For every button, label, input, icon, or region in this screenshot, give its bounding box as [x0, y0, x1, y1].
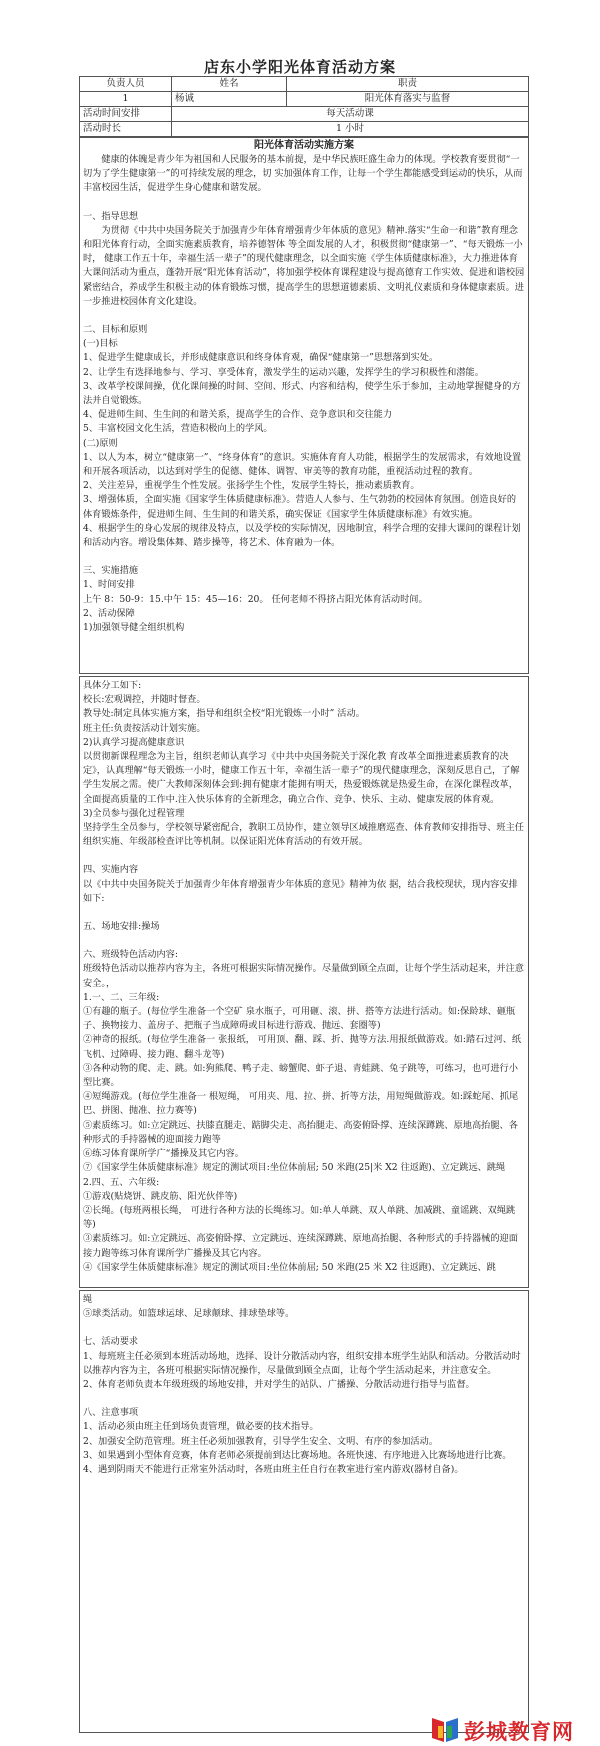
length-value: 1 小时	[172, 122, 529, 137]
plan-section-box-3	[79, 1290, 529, 1733]
header-duty: 职责	[287, 77, 529, 92]
blank-line	[83, 309, 525, 323]
paragraph: ④《国家学生体质健康标准》规定的测试项目:坐位体前屈; 50 米跑(25 米 X2 往返跑)、立定跳远、跳	[83, 1261, 496, 1273]
paragraph: 1、促进学生健康成长，并形成健康意识和终身体育观，确保“健康第一”思想落到实处。	[83, 352, 439, 364]
time-label: 活动时间安排	[80, 107, 172, 122]
plan-body-part-2	[80, 677, 528, 1275]
paragraph: 1)加强领导健全组织机构	[83, 622, 185, 634]
responsibility-table	[79, 76, 529, 137]
blank-line	[83, 196, 525, 210]
paragraph: 五、场地安排:操场	[83, 921, 160, 933]
paragraph: 5、丰富校园文化生活，营造积极向上的学风。	[83, 423, 273, 435]
paragraph: 教导处:制定具体实施方案，指导和组织全校“阳光锻炼一小时” 活动。	[83, 708, 365, 720]
length-label: 活动时长	[80, 122, 172, 137]
paragraph: 2、让学生有选择地参与、学习、享受体育，激发学生的运动兴趣，发挥学生的学习积极性和潜能。	[83, 366, 484, 378]
paragraph: ②神奇的报纸。(每位学生准备一 张报纸， 可用顶、翻、踩、折、抛等方法.用报纸做游戏。如:踏石过河、纸飞机、过障碍、接力跑、翻斗龙等)	[83, 1034, 522, 1060]
site-logo-icon	[430, 1714, 460, 1744]
paragraph: ⑦《国家学生体质健康标准》规定的测试项目:坐位体前屈; 50 米跑(25|米 X2 往返跑)、立定跳远、跳绳	[83, 1162, 506, 1174]
paragraph: 2、关注差异，重视学生个性发展。张扬学生个性，发展学生特长，推动素质教育。	[83, 480, 420, 492]
blank-line	[83, 1392, 525, 1406]
paragraph: 3)全员参与强化过程管理	[83, 807, 185, 819]
blank-line	[83, 934, 525, 948]
paragraph: ③素质练习。如:立定跳远、高姿俯卧撑、立定跳远、连续深蹲跳、原地高抬腿、各种形式的手持器械的迎面接力跑等练习体育课所学广播操及其它内容。	[83, 1233, 518, 1259]
paragraph: 校长:宏观调控，并随时督查。	[83, 694, 206, 706]
blank-line	[83, 849, 525, 863]
paragraph: 绳	[83, 1294, 93, 1305]
paragraph: 二、目标和原则	[83, 324, 148, 336]
watermark-text: 彭城教育网	[464, 1720, 574, 1744]
paragraph: 以贯彻新课程理念为主旨，组织老师认真学习《中共中央国务院关于深化教 育改革全面推进素质教育的决定》，认真理解“每天锻炼一小时，健康工作五十年，幸福生活一辈子”的现代健康理念，深刻反思自己，了解学生发展之需。使广大教师深刻体会到:拥有健康才能拥有明天，热爱锻炼就是热爱生命，在深化课程改革，全面提高质量的工作中.注入快乐体育的全新理念，确立合作、竞争、快乐、主动、健康发展的体育观。	[83, 751, 520, 805]
blank-line	[83, 550, 525, 564]
paragraph: 1、时间安排	[83, 579, 135, 591]
paragraph: 四、实施内容	[83, 864, 139, 876]
plan-body-part-3	[80, 1291, 528, 1477]
paragraph: 以《中共中央国务院关于加强青少年体育增强青少年体质的意见》精神为依 据，结合我校现状，现内容安排如下:	[83, 878, 518, 904]
table-header-row	[80, 77, 529, 92]
plan-section-box-2	[79, 676, 529, 1288]
time-value: 每天活动课	[172, 107, 529, 122]
paragraph: ⑤素质练习。如:立定跳远、扶膝直腿走、踮脚尖走、高抬腿走、高姿俯卧撑、连续深蹲跳、原地高抬腿、各种形式的手持器械的迎面接力跑等	[83, 1119, 518, 1145]
header-name: 姓名	[172, 77, 287, 92]
paragraph: 2)认真学习提高健康意识	[83, 736, 185, 748]
paragraph: (一)目标	[83, 338, 118, 350]
paragraph: 1、活动必须由班主任到场负责管理，做必要的技术指导。	[83, 1421, 319, 1433]
paragraph: 4、促进师生间、生生间的和谐关系，提高学生的合作、竞争意识和交往能力	[83, 409, 393, 421]
plan-subtitle: 阳光体育活动实施方案	[254, 140, 354, 151]
paragraph: ⑥练习体育课所学广“播操及其它内容。	[83, 1148, 244, 1160]
blank-line	[83, 1321, 525, 1335]
paragraph: 一、指导思想	[83, 210, 139, 222]
paragraph: 八、注意事项	[83, 1407, 139, 1419]
paragraph: 坚持学生全员参与，学校领导紧密配合，教职工员协作，建立领导区域推磨巡查、体育教师安排指导、班主任组织实施、年级部检查评比等机制。以保证阳光体育活动的有效开展。	[83, 822, 524, 848]
paragraph: ③各种动物的爬、走、跳。如:狗熊爬、鸭子走、螃蟹爬、虾子退、青蛙跳、兔子跳等，可练习，也可进行小型比赛。	[83, 1062, 518, 1089]
row-number: 1	[80, 92, 172, 107]
paragraph: 2、体育老师负责本年级班级的场地安排，并对学生的站队、广播操、分散活动进行指导与监督。	[83, 1379, 475, 1391]
paragraph: 七、活动要求	[83, 1336, 139, 1348]
blank-line	[83, 906, 525, 920]
watermark	[430, 1712, 600, 1746]
paragraph: 3、如果遇到小型体育竞赛，体育老师必须提前到达比赛场地。各班快速、有序地进入比赛场地进行比赛。	[83, 1449, 512, 1461]
paragraph: 班级特色活动以推荐内容为主，各班可根据实际情况操作。尽量做到顾全点面，让每个学生活动起来，并注意安全。，	[83, 963, 524, 989]
paragraph: ①游戏(贴烧饼、跳皮筋、阳光伙伴等)	[83, 1190, 238, 1202]
paragraph: 2、加强安全防范管理。班主任必须加强教育，引导学生安全、文明、有序的参加活动。	[83, 1435, 438, 1447]
table-row	[80, 107, 529, 122]
paragraph: 具体分工如下:	[83, 680, 142, 691]
paragraph: 1、每班班主任必须到本班活动场地，选择、设计分散活动内容，组织安排本班学生站队和活动。分散活动时以推荐内容为主，各班可根据实际情况操作，尽量做到顾全点面，让每个学生活动起来，并注意安全。	[83, 1350, 521, 1376]
header-person: 负责人员	[80, 77, 172, 92]
paragraph: ①有趣的瓶子。(每位学生准备一个空矿 泉水瓶子，可用砸、滚、拼、搭等方法进行活动。如:保龄球、砸瓶子、换物接力、盖房子、把瓶子当成障碍或目标进行游戏、抛远、套圈等)	[83, 1006, 516, 1032]
paragraph: ⑤球类活动。如篮球运球、足球颠球、排球垫球等。	[83, 1308, 295, 1320]
paragraph: 上午 8：50-9：15.中午 15：45—16：20。 任何老师不得挤占阳光体育活动时间。	[83, 593, 428, 605]
table-row	[80, 122, 529, 137]
paragraph: 1.一、二、三年级:	[83, 991, 160, 1003]
paragraph: 4、根据学生的身心发展的规律及特点，以及学校的实际情况，因地制宜，科学合理的安排大课间的课程计划和活动内容。增设集体舞、踏步操等，将艺术、体育融为一体。	[83, 522, 521, 549]
paragraph: 3、改革学校课间操，优化课间操的时间、空间、形式、内容和结构，使学生乐于参加，主动地掌握健身的方法并自觉锻炼。	[83, 380, 521, 407]
paragraph: 2.四、五、六年级:	[83, 1176, 160, 1188]
paragraph: ②长绳。(每班两根长绳， 可进行各种方法的长绳练习。如:单人单跳、双人单跳、加减跳、童谣跳、双绳跳等)	[83, 1204, 516, 1231]
row-name: 杨诚	[172, 92, 287, 107]
plan-section-box-1	[79, 137, 529, 674]
paragraph: 健康的体魄是青少年为祖国和人民服务的基本前提，是中华民族旺盛生命力的体现。学校教育要贯彻“一切为了学生健康第一”的可持续发展的理念，切 实加强体育工作，让每一个学生都能感受到运动的快乐，从而丰富校园生活，促进学生身心健康和谐发展。	[83, 154, 523, 194]
paragraph: 班主任:负责按活动计划实施。	[83, 722, 206, 734]
paragraph: 三、实施措施	[83, 565, 139, 577]
paragraph: (二)原则	[83, 437, 118, 449]
paragraph: 六、班级特色活动内容:	[83, 949, 178, 961]
row-duty: 阳光体育落实与监督	[287, 92, 529, 107]
paragraph: 2、活动保障	[83, 607, 135, 619]
paragraph: 3、增强体质，全面实施《国家学生体质健康标准》。营造人人参与、生气勃勃的校园体育氛围。创造良好的体育锻炼条件，促进师生间、生生间的和谐关系，确实保证《国家学生体质健康标准》有效实施。	[83, 494, 517, 520]
paragraph: 4、遇到阴雨天不能进行正常室外活动时，各班由班主任自行在教室进行室内游戏(器材自备)。	[83, 1464, 464, 1476]
paragraph: 1、以人为本，树立“健康第一”、“终身体育”的意识。实施体育育人功能，根据学生的发展需求，有效地设置和开展各项活动，以达到对学生的促德、健体、调智、审美等的教育功能，重视活动过程的教育。	[83, 451, 522, 478]
paragraph: ④短绳游戏。(每位学生准备一 根短绳， 可用夹、甩、拉、拼、折等方法，用短绳做游戏。如:踩蛇尾、抓尾巴、拼图、抛准、拉力赛等)	[83, 1091, 519, 1117]
plan-body-part-1	[80, 153, 528, 635]
table-row	[80, 92, 529, 107]
document-title: 店东小学阳光体育活动方案	[203, 58, 396, 76]
paragraph: 为贯彻《中共中央国务院关于加强青少年体育增强青少年体质的意见》精神.落实“生命一和谐”教育理念和阳光体育行动，全面实施素质教育，培养德智体 等全面发展的人才，积极贯彻“健康第一”、“每天锻炼一小时， 健康工作五十年，幸福生活一辈子”的现代健康理念，以全面实施《学生体质健康标准》，大力推进体育大课间活动为重点，蓬勃开展“阳光体育活动”，将加强学校体育课程建设与提高德育工作实效、促进和谐校园紧密结合，养成学生积极主动的体育锻炼习惯，提高学生的思想道德素质、文明礼仪素质和身体健康素质。进一步推进校园体育文化建设。	[83, 224, 525, 307]
